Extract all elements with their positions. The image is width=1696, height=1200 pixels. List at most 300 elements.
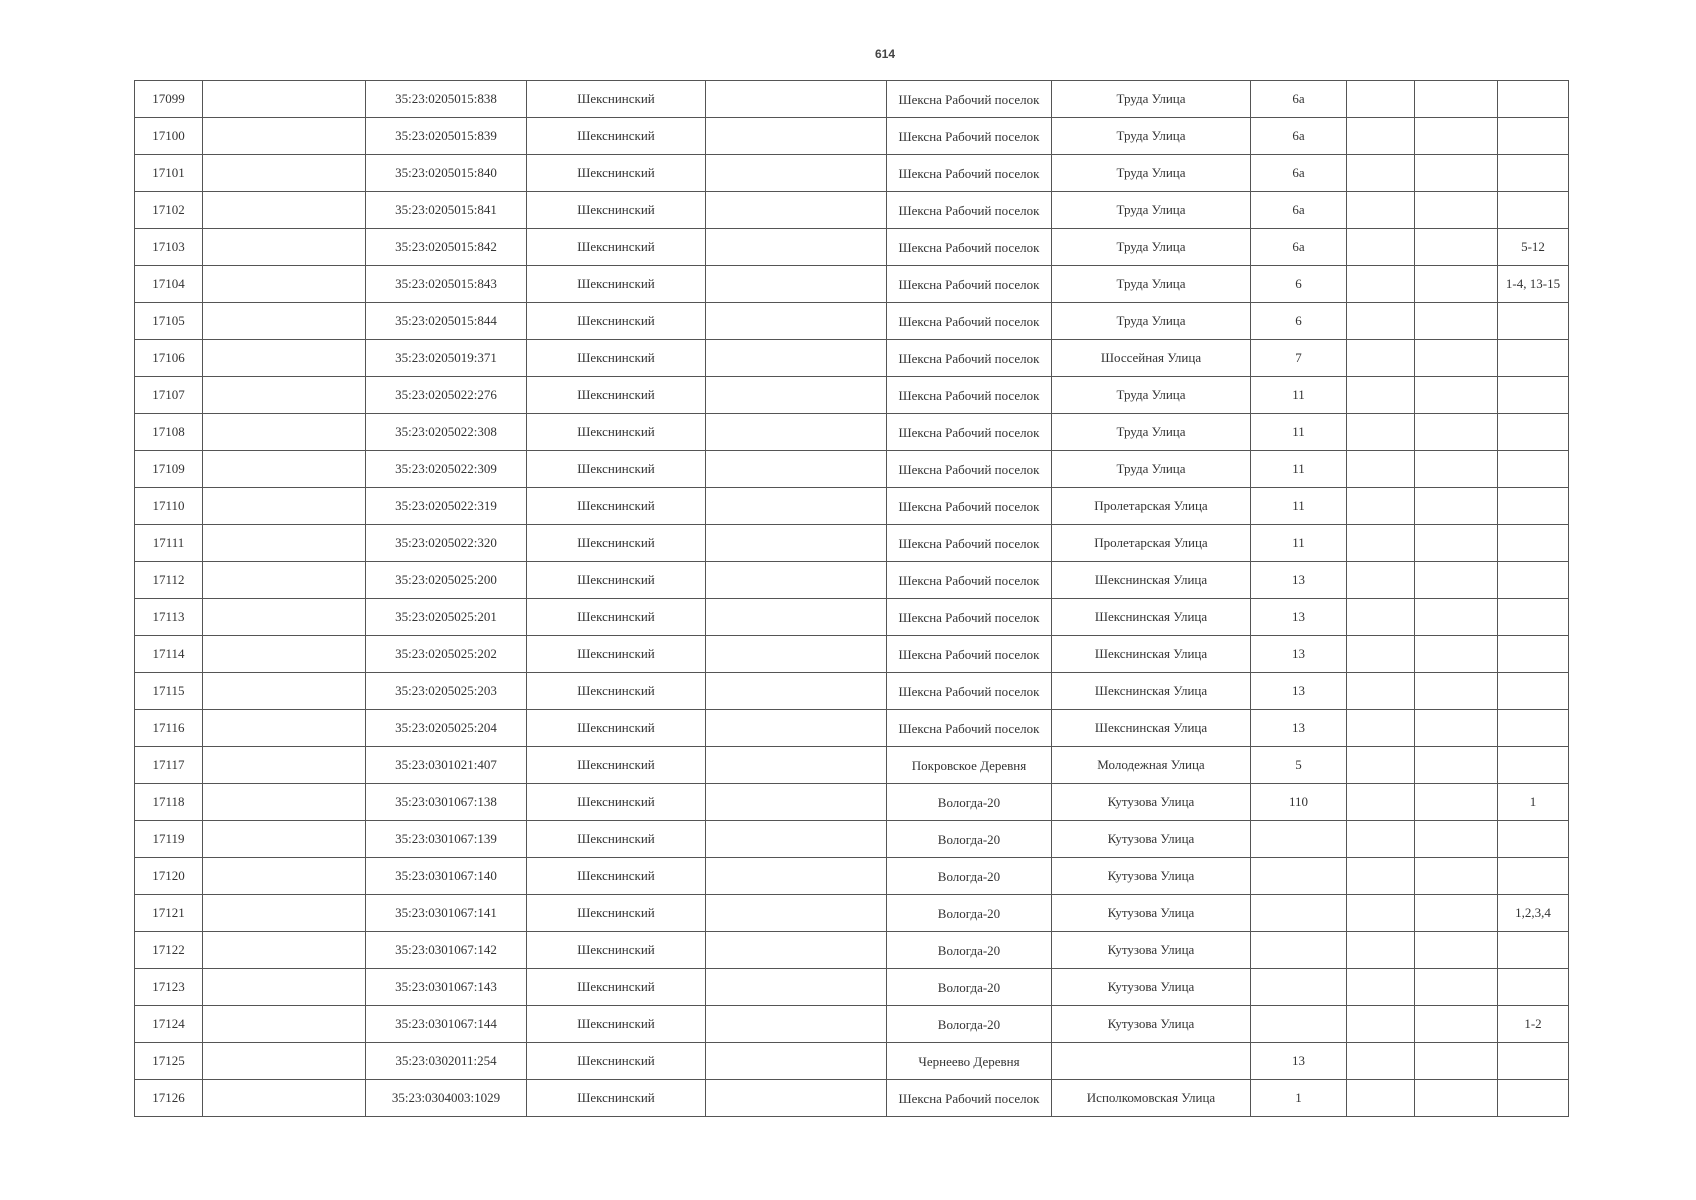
district-cell: Шекснинский: [527, 895, 706, 932]
apartment-cell: [1498, 599, 1569, 636]
settlement-cell: Шексна Рабочий поселок: [887, 414, 1052, 451]
table-row: [135, 1006, 1569, 1043]
row-number-cell: 17113: [135, 599, 203, 636]
empty-cell: [706, 229, 887, 266]
empty-cell: [1347, 562, 1415, 599]
street-cell: Труда Улица: [1052, 414, 1251, 451]
settlement-cell: Шексна Рабочий поселок: [887, 451, 1052, 488]
house-number-cell: 11: [1251, 488, 1347, 525]
street-cell: Труда Улица: [1052, 377, 1251, 414]
empty-cell: [203, 1006, 366, 1043]
settlement-cell: Вологда-20: [887, 784, 1052, 821]
empty-cell: [706, 562, 887, 599]
street-cell: Кутузова Улица: [1052, 858, 1251, 895]
house-number-cell: 1: [1251, 1080, 1347, 1117]
row-number-cell: 17126: [135, 1080, 203, 1117]
apartment-cell: [1498, 969, 1569, 1006]
row-number-cell: 17120: [135, 858, 203, 895]
table-row: [135, 155, 1569, 192]
district-cell: Шекснинский: [527, 266, 706, 303]
district-cell: Шекснинский: [527, 192, 706, 229]
cadastral-number-cell: 35:23:0205015:843: [366, 266, 527, 303]
row-number-cell: 17109: [135, 451, 203, 488]
empty-cell: [706, 451, 887, 488]
settlement-cell: Шексна Рабочий поселок: [887, 710, 1052, 747]
empty-cell: [1347, 673, 1415, 710]
district-cell: Шекснинский: [527, 525, 706, 562]
empty-cell: [1415, 414, 1498, 451]
empty-cell: [1415, 969, 1498, 1006]
cadastral-number-cell: 35:23:0301021:407: [366, 747, 527, 784]
house-number-cell: 11: [1251, 414, 1347, 451]
empty-cell: [1347, 192, 1415, 229]
table-row: [135, 303, 1569, 340]
apartment-cell: 1,2,3,4: [1498, 895, 1569, 932]
street-cell: Кутузова Улица: [1052, 821, 1251, 858]
house-number-cell: 6: [1251, 303, 1347, 340]
table-row: [135, 1080, 1569, 1117]
settlement-cell: Шексна Рабочий поселок: [887, 81, 1052, 118]
empty-cell: [1415, 81, 1498, 118]
cadastral-number-cell: 35:23:0302011:254: [366, 1043, 527, 1080]
empty-cell: [1347, 414, 1415, 451]
row-number-cell: 17107: [135, 377, 203, 414]
cadastral-number-cell: 35:23:0301067:140: [366, 858, 527, 895]
street-cell: Кутузова Улица: [1052, 1006, 1251, 1043]
settlement-cell: Шексна Рабочий поселок: [887, 562, 1052, 599]
empty-cell: [1415, 155, 1498, 192]
house-number-cell: 6: [1251, 266, 1347, 303]
street-cell: Труда Улица: [1052, 451, 1251, 488]
table-row: [135, 229, 1569, 266]
empty-cell: [1347, 784, 1415, 821]
apartment-cell: [1498, 636, 1569, 673]
street-cell: Кутузова Улица: [1052, 895, 1251, 932]
empty-cell: [203, 155, 366, 192]
empty-cell: [203, 895, 366, 932]
apartment-cell: [1498, 488, 1569, 525]
house-number-cell: [1251, 821, 1347, 858]
empty-cell: [1415, 858, 1498, 895]
empty-cell: [203, 673, 366, 710]
district-cell: Шекснинский: [527, 488, 706, 525]
apartment-cell: [1498, 303, 1569, 340]
settlement-cell: Шексна Рабочий поселок: [887, 266, 1052, 303]
table-row: [135, 969, 1569, 1006]
street-cell: Шекснинская Улица: [1052, 562, 1251, 599]
cadastral-number-cell: 35:23:0205025:201: [366, 599, 527, 636]
empty-cell: [706, 192, 887, 229]
empty-cell: [203, 266, 366, 303]
street-cell: Исполкомовская Улица: [1052, 1080, 1251, 1117]
settlement-cell: Шексна Рабочий поселок: [887, 1080, 1052, 1117]
table-row: [135, 192, 1569, 229]
empty-cell: [203, 451, 366, 488]
empty-cell: [1415, 118, 1498, 155]
empty-cell: [203, 747, 366, 784]
settlement-cell: Шексна Рабочий поселок: [887, 155, 1052, 192]
apartment-cell: [1498, 414, 1569, 451]
empty-cell: [1415, 340, 1498, 377]
empty-cell: [706, 488, 887, 525]
street-cell: Труда Улица: [1052, 303, 1251, 340]
table-row: [135, 377, 1569, 414]
apartment-cell: 1-2: [1498, 1006, 1569, 1043]
district-cell: Шекснинский: [527, 1043, 706, 1080]
cadastral-number-cell: 35:23:0205022:309: [366, 451, 527, 488]
apartment-cell: [1498, 673, 1569, 710]
empty-cell: [706, 81, 887, 118]
table-row: [135, 858, 1569, 895]
house-number-cell: 6а: [1251, 118, 1347, 155]
street-cell: Шекснинская Улица: [1052, 710, 1251, 747]
page-number: 614: [874, 47, 896, 61]
apartment-cell: [1498, 747, 1569, 784]
empty-cell: [203, 599, 366, 636]
table-row: [135, 747, 1569, 784]
empty-cell: [203, 784, 366, 821]
settlement-cell: Вологда-20: [887, 858, 1052, 895]
cadastral-number-cell: 35:23:0205022:308: [366, 414, 527, 451]
table-row: [135, 451, 1569, 488]
empty-cell: [203, 377, 366, 414]
empty-cell: [706, 155, 887, 192]
empty-cell: [203, 821, 366, 858]
district-cell: Шекснинский: [527, 673, 706, 710]
street-cell: Молодежная Улица: [1052, 747, 1251, 784]
row-number-cell: 17121: [135, 895, 203, 932]
empty-cell: [1415, 1043, 1498, 1080]
district-cell: Шекснинский: [527, 1006, 706, 1043]
row-number-cell: 17117: [135, 747, 203, 784]
empty-cell: [1415, 673, 1498, 710]
empty-cell: [706, 895, 887, 932]
empty-cell: [203, 414, 366, 451]
empty-cell: [1415, 821, 1498, 858]
street-cell: Труда Улица: [1052, 266, 1251, 303]
empty-cell: [203, 710, 366, 747]
apartment-cell: [1498, 562, 1569, 599]
street-cell: Пролетарская Улица: [1052, 488, 1251, 525]
row-number-cell: 17116: [135, 710, 203, 747]
street-cell: Шекснинская Улица: [1052, 636, 1251, 673]
district-cell: Шекснинский: [527, 118, 706, 155]
empty-cell: [1347, 858, 1415, 895]
cadastral-number-cell: 35:23:0205025:203: [366, 673, 527, 710]
settlement-cell: Вологда-20: [887, 821, 1052, 858]
street-cell: Пролетарская Улица: [1052, 525, 1251, 562]
empty-cell: [203, 303, 366, 340]
apartment-cell: [1498, 525, 1569, 562]
house-number-cell: 13: [1251, 636, 1347, 673]
apartment-cell: [1498, 118, 1569, 155]
house-number-cell: [1251, 1006, 1347, 1043]
apartment-cell: [1498, 821, 1569, 858]
empty-cell: [203, 636, 366, 673]
district-cell: Шекснинский: [527, 858, 706, 895]
empty-cell: [1347, 969, 1415, 1006]
street-cell: [1052, 1043, 1251, 1080]
cadastral-number-cell: 35:23:0205022:319: [366, 488, 527, 525]
district-cell: Шекснинский: [527, 784, 706, 821]
row-number-cell: 17108: [135, 414, 203, 451]
settlement-cell: Вологда-20: [887, 1006, 1052, 1043]
apartment-cell: 1-4, 13-15: [1498, 266, 1569, 303]
empty-cell: [1347, 488, 1415, 525]
district-cell: Шекснинский: [527, 340, 706, 377]
empty-cell: [1415, 229, 1498, 266]
empty-cell: [706, 673, 887, 710]
empty-cell: [1347, 710, 1415, 747]
empty-cell: [1347, 229, 1415, 266]
cadastral-number-cell: 35:23:0205025:200: [366, 562, 527, 599]
district-cell: Шекснинский: [527, 377, 706, 414]
cadastral-number-cell: 35:23:0205019:371: [366, 340, 527, 377]
table-row: [135, 525, 1569, 562]
house-number-cell: 6а: [1251, 229, 1347, 266]
table-body: [135, 81, 1569, 1117]
house-number-cell: [1251, 932, 1347, 969]
table-row: [135, 895, 1569, 932]
empty-cell: [1415, 1080, 1498, 1117]
empty-cell: [1415, 784, 1498, 821]
empty-cell: [1415, 451, 1498, 488]
row-number-cell: 17100: [135, 118, 203, 155]
empty-cell: [1415, 636, 1498, 673]
cadastral-number-cell: 35:23:0205025:202: [366, 636, 527, 673]
street-cell: Труда Улица: [1052, 118, 1251, 155]
empty-cell: [1347, 1043, 1415, 1080]
empty-cell: [1347, 266, 1415, 303]
table-row: [135, 784, 1569, 821]
empty-cell: [1415, 266, 1498, 303]
row-number-cell: 17114: [135, 636, 203, 673]
table-row: [135, 673, 1569, 710]
empty-cell: [1347, 747, 1415, 784]
row-number-cell: 17099: [135, 81, 203, 118]
house-number-cell: 13: [1251, 599, 1347, 636]
settlement-cell: Вологда-20: [887, 895, 1052, 932]
table-row: [135, 932, 1569, 969]
district-cell: Шекснинский: [527, 229, 706, 266]
district-cell: Шекснинский: [527, 81, 706, 118]
street-cell: Кутузова Улица: [1052, 932, 1251, 969]
empty-cell: [706, 599, 887, 636]
house-number-cell: 13: [1251, 562, 1347, 599]
street-cell: Шекснинская Улица: [1052, 673, 1251, 710]
house-number-cell: 11: [1251, 525, 1347, 562]
row-number-cell: 17125: [135, 1043, 203, 1080]
table-row: [135, 710, 1569, 747]
cadastral-number-cell: 35:23:0205015:841: [366, 192, 527, 229]
street-cell: Труда Улица: [1052, 155, 1251, 192]
apartment-cell: [1498, 377, 1569, 414]
street-cell: Шекснинская Улица: [1052, 599, 1251, 636]
empty-cell: [1347, 118, 1415, 155]
settlement-cell: Покровское Деревня: [887, 747, 1052, 784]
settlement-cell: Шексна Рабочий поселок: [887, 118, 1052, 155]
settlement-cell: Шексна Рабочий поселок: [887, 599, 1052, 636]
empty-cell: [203, 858, 366, 895]
empty-cell: [706, 858, 887, 895]
district-cell: Шекснинский: [527, 747, 706, 784]
empty-cell: [706, 340, 887, 377]
district-cell: Шекснинский: [527, 155, 706, 192]
empty-cell: [1347, 81, 1415, 118]
empty-cell: [706, 414, 887, 451]
apartment-cell: [1498, 451, 1569, 488]
district-cell: Шекснинский: [527, 599, 706, 636]
settlement-cell: Чернеево Деревня: [887, 1043, 1052, 1080]
empty-cell: [1347, 451, 1415, 488]
empty-cell: [1347, 599, 1415, 636]
empty-cell: [706, 377, 887, 414]
empty-cell: [1415, 747, 1498, 784]
house-number-cell: 11: [1251, 377, 1347, 414]
row-number-cell: 17112: [135, 562, 203, 599]
empty-cell: [203, 1080, 366, 1117]
cadastral-number-cell: 35:23:0205025:204: [366, 710, 527, 747]
empty-cell: [1415, 599, 1498, 636]
empty-cell: [1415, 895, 1498, 932]
cadastral-number-cell: 35:23:0301067:141: [366, 895, 527, 932]
empty-cell: [1347, 1080, 1415, 1117]
table-row: [135, 81, 1569, 118]
settlement-cell: Шексна Рабочий поселок: [887, 303, 1052, 340]
empty-cell: [706, 932, 887, 969]
empty-cell: [706, 1080, 887, 1117]
table-row: [135, 118, 1569, 155]
empty-cell: [706, 525, 887, 562]
empty-cell: [1347, 525, 1415, 562]
empty-cell: [203, 488, 366, 525]
house-number-cell: 6а: [1251, 155, 1347, 192]
empty-cell: [706, 1043, 887, 1080]
empty-cell: [706, 784, 887, 821]
apartment-cell: [1498, 155, 1569, 192]
table-row: [135, 562, 1569, 599]
settlement-cell: Шексна Рабочий поселок: [887, 340, 1052, 377]
district-cell: Шекснинский: [527, 303, 706, 340]
settlement-cell: Шексна Рабочий поселок: [887, 636, 1052, 673]
house-number-cell: 7: [1251, 340, 1347, 377]
empty-cell: [1415, 932, 1498, 969]
settlement-cell: Шексна Рабочий поселок: [887, 192, 1052, 229]
apartment-cell: [1498, 1080, 1569, 1117]
street-cell: Труда Улица: [1052, 192, 1251, 229]
empty-cell: [706, 821, 887, 858]
apartment-cell: [1498, 710, 1569, 747]
house-number-cell: 5: [1251, 747, 1347, 784]
empty-cell: [203, 932, 366, 969]
table-row: [135, 1043, 1569, 1080]
empty-cell: [203, 1043, 366, 1080]
empty-cell: [1347, 932, 1415, 969]
apartment-cell: [1498, 932, 1569, 969]
empty-cell: [203, 192, 366, 229]
empty-cell: [1347, 377, 1415, 414]
settlement-cell: Шексна Рабочий поселок: [887, 229, 1052, 266]
settlement-cell: Шексна Рабочий поселок: [887, 377, 1052, 414]
house-number-cell: 6а: [1251, 81, 1347, 118]
street-cell: Кутузова Улица: [1052, 969, 1251, 1006]
table-row: [135, 414, 1569, 451]
cadastral-number-cell: 35:23:0205015:839: [366, 118, 527, 155]
empty-cell: [1415, 1006, 1498, 1043]
house-number-cell: [1251, 969, 1347, 1006]
cadastral-number-cell: 35:23:0205022:276: [366, 377, 527, 414]
district-cell: Шекснинский: [527, 1080, 706, 1117]
row-number-cell: 17115: [135, 673, 203, 710]
table-row: [135, 488, 1569, 525]
empty-cell: [203, 118, 366, 155]
row-number-cell: 17101: [135, 155, 203, 192]
cadastral-number-cell: 35:23:0301067:139: [366, 821, 527, 858]
empty-cell: [1415, 303, 1498, 340]
house-number-cell: 110: [1251, 784, 1347, 821]
settlement-cell: Шексна Рабочий поселок: [887, 525, 1052, 562]
street-cell: Кутузова Улица: [1052, 784, 1251, 821]
district-cell: Шекснинский: [527, 562, 706, 599]
row-number-cell: 17102: [135, 192, 203, 229]
empty-cell: [203, 525, 366, 562]
district-cell: Шекснинский: [527, 414, 706, 451]
settlement-cell: Вологда-20: [887, 969, 1052, 1006]
cadastral-number-cell: 35:23:0205015:840: [366, 155, 527, 192]
district-cell: Шекснинский: [527, 821, 706, 858]
house-number-cell: 6а: [1251, 192, 1347, 229]
street-cell: Труда Улица: [1052, 81, 1251, 118]
apartment-cell: 1: [1498, 784, 1569, 821]
row-number-cell: 17122: [135, 932, 203, 969]
registry-table: [134, 80, 1569, 1117]
apartment-cell: [1498, 192, 1569, 229]
empty-cell: [203, 969, 366, 1006]
row-number-cell: 17104: [135, 266, 203, 303]
empty-cell: [1415, 525, 1498, 562]
row-number-cell: 17103: [135, 229, 203, 266]
empty-cell: [706, 1006, 887, 1043]
empty-cell: [203, 229, 366, 266]
cadastral-number-cell: 35:23:0301067:138: [366, 784, 527, 821]
empty-cell: [1415, 562, 1498, 599]
empty-cell: [203, 562, 366, 599]
empty-cell: [1415, 710, 1498, 747]
row-number-cell: 17124: [135, 1006, 203, 1043]
apartment-cell: [1498, 1043, 1569, 1080]
empty-cell: [1415, 488, 1498, 525]
row-number-cell: 17106: [135, 340, 203, 377]
table-row: [135, 340, 1569, 377]
house-number-cell: 13: [1251, 673, 1347, 710]
house-number-cell: 13: [1251, 710, 1347, 747]
empty-cell: [706, 747, 887, 784]
district-cell: Шекснинский: [527, 969, 706, 1006]
empty-cell: [706, 969, 887, 1006]
empty-cell: [706, 118, 887, 155]
apartment-cell: [1498, 858, 1569, 895]
apartment-cell: [1498, 81, 1569, 118]
street-cell: Шоссейная Улица: [1052, 340, 1251, 377]
cadastral-number-cell: 35:23:0205015:844: [366, 303, 527, 340]
empty-cell: [1347, 155, 1415, 192]
empty-cell: [706, 266, 887, 303]
settlement-cell: Вологда-20: [887, 932, 1052, 969]
empty-cell: [1347, 303, 1415, 340]
cadastral-number-cell: 35:23:0205015:842: [366, 229, 527, 266]
house-number-cell: 13: [1251, 1043, 1347, 1080]
row-number-cell: 17123: [135, 969, 203, 1006]
